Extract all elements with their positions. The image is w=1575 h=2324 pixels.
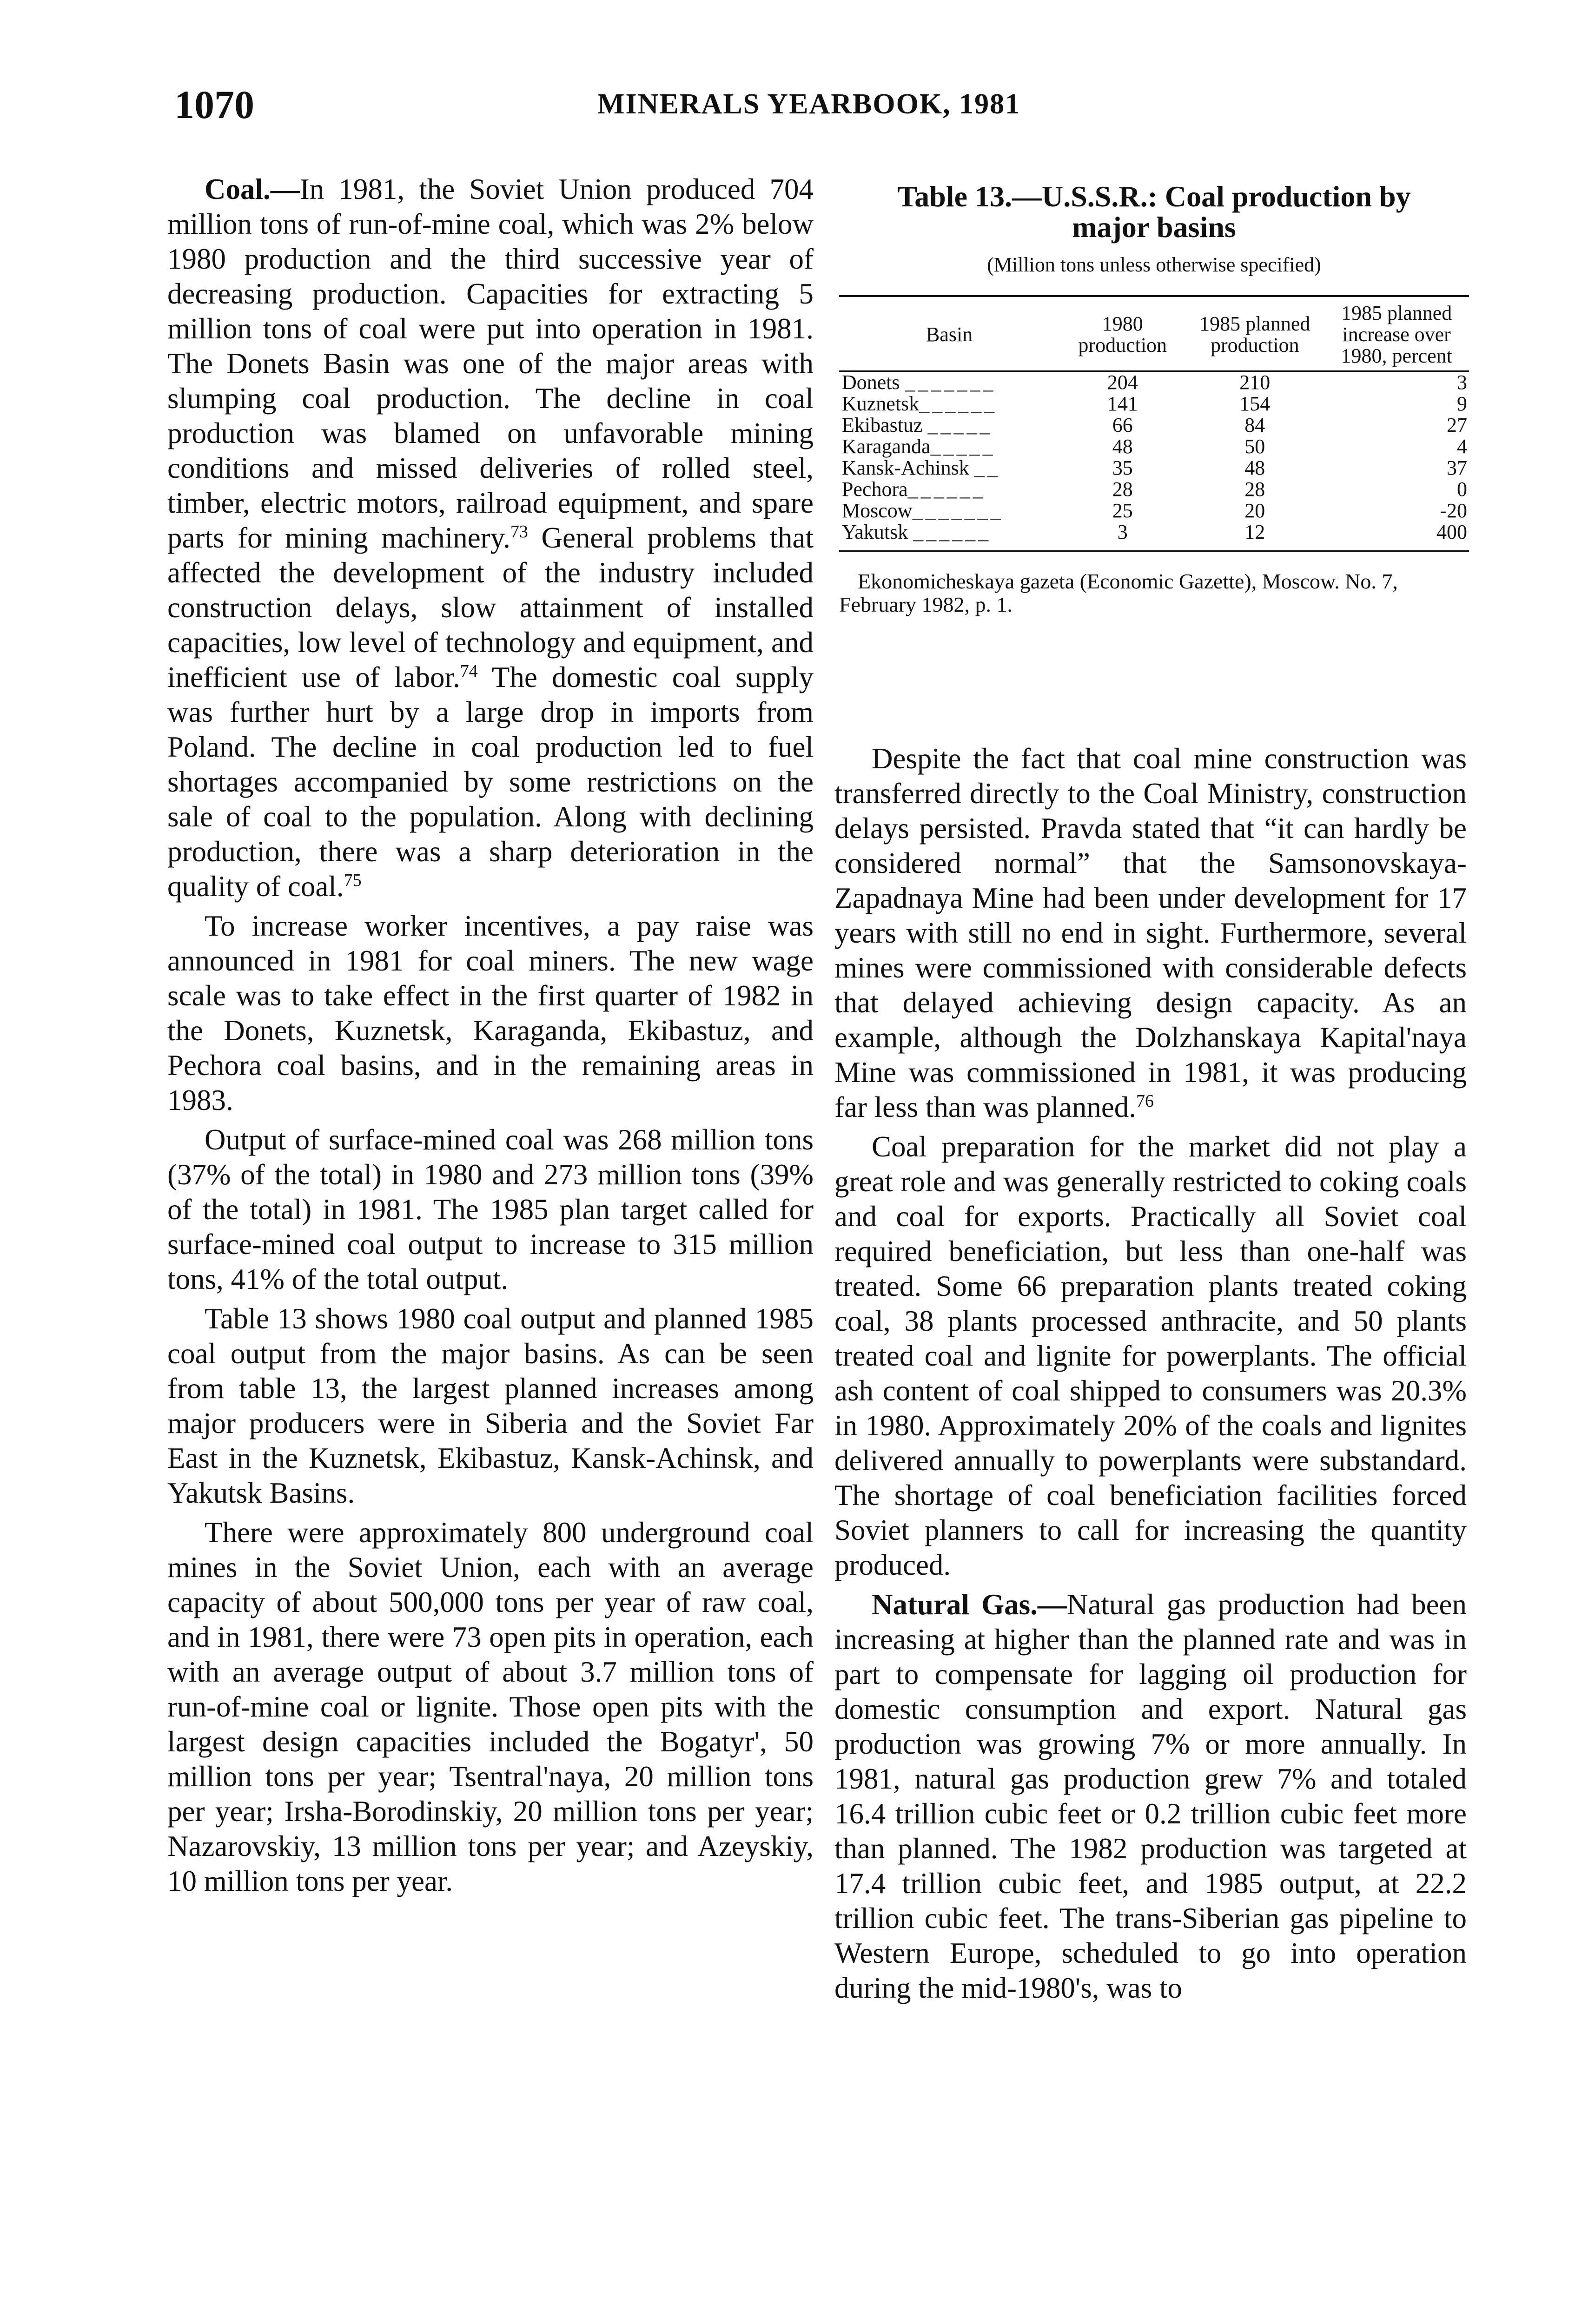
value-increase: 37 [1447, 456, 1467, 479]
footnote-ref-73: 73 [510, 522, 528, 541]
value-increase: 0 [1457, 478, 1467, 501]
paragraph-coal-mines: There were approximately 800 underground coal mines in the Soviet Union, each with an average capacity of about 500,000 tons per year of raw coal, and in 1981, there were 73 open pits in operation, each with an average output of about 3.7 million tons of run-of-mine coal or lignite. Those open pits with the largest design capacities included the Bogatyr', 50 million tons per year; Tsentral'naya, 20 million tons per year; Irsha-Borodinskiy, 20 million tons per year; Nazarovskiy, 13 million tons per year; and Azeyskiy, 10 million tons per year. [167, 1516, 814, 1897]
table-row [839, 393, 1469, 415]
page-header [174, 81, 1439, 137]
basin-name: Pechora______ [842, 478, 986, 501]
paragraph-surface-mined: Output of surface-mined coal was 268 million tons (37% of the total) in 1980 and 273 million tons (39% of the total) in 1981. The 1985 plan target called for surface-mined coal output to increase to 315 million tons, 41% of the total output. [167, 1123, 814, 1295]
left-column [167, 172, 814, 1903]
basin-name: Ekibastuz _____ [842, 414, 993, 436]
value-increase: 4 [1457, 435, 1467, 458]
value-increase: 3 [1457, 371, 1467, 394]
paragraph-coal-preparation: Coal preparation for the market did not play a great role and was generally restricted to coking coals and coal for exports. Practically all Soviet coal required beneficiation, but less than one-half was treated. Some 66 preparation plants treated coking coal, 38 plants processed anthracite, and 50 plants treated coal and lignite for powerplants. The official ash content of coal shipped to consumers was 20.3% in 1980. Approximately 20% of the coals and lignites delivered annually to powerplants were substandard. The shortage of coal beneficiation facilities forced Soviet planners to call for increasing the quantity produced. [834, 1130, 1467, 1581]
value-increase: 400 [1324, 522, 1469, 551]
footnote-ref-75: 75 [344, 871, 362, 890]
table-source-note: Ekonomicheskaya gazeta (Economic Gazette), Moscow. No. 7, February 1982, p. 1. [839, 569, 1398, 616]
paragraph-construction-delays [834, 741, 1467, 1125]
footnote-ref-74: 74 [460, 661, 478, 681]
table-row [839, 371, 1469, 394]
basin-name: Moscow_______ [842, 499, 1004, 522]
value-1985: 154 [1239, 392, 1271, 415]
value-1985: 20 [1244, 499, 1265, 522]
natural-gas-runin-heading: Natural Gas.— [872, 1588, 1067, 1621]
value-1980: 48 [1112, 435, 1133, 458]
value-1980: 25 [1112, 499, 1133, 522]
value-1985: 48 [1244, 456, 1265, 479]
paragraph-worker-incentives: To increase worker incentives, a pay raise was announced in 1981 for coal miners. The new wage scale was to take effect in the first quarter of 1982 in the Donets, Kuznetsk, Karaganda, Ekibastuz, and Pechora coal basins, and in the remaining areas in 1983. [167, 910, 814, 1116]
natural-gas-text: Natural gas production had been increasing at higher than the planned rate and was in part to compensate for lagging oil production for domestic consumption and export. Natural gas production was growing 7% or more annually. In 1981, natural gas production grew 7% and totaled 16.4 trillion cubic feet or 0.2 trillion cubic feet more than planned. The 1982 production was targeted at 17.4 trillion cubic feet, and 1985 output, at 22.2 trillion cubic feet. The trans-Siberian gas pipeline to Western Europe, scheduled to go into operation during the mid-1980's, was to [834, 1588, 1467, 2004]
table-row [839, 457, 1469, 479]
paragraph-table-reference: Table 13 shows 1980 coal output and planned 1985 coal output from the major basins. As can be seen from table 13, the largest planned increases among major producers were in Siberia and the Soviet Far East in the Kuznetsk, Ekibastuz, Kansk-Achinsk, and Yakutsk Basins. [167, 1302, 814, 1509]
table-row [839, 479, 1469, 500]
value-1980: 3 [1059, 522, 1185, 551]
table-title-line-2: major basins [1072, 211, 1236, 244]
value-1980: 66 [1112, 414, 1133, 436]
right-column [834, 741, 1467, 2010]
column-header-increase: 1985 planned increase over 1980, percent [1324, 297, 1469, 371]
table-subtitle: (Million tons unless otherwise specified) [987, 253, 1321, 276]
running-title: MINERALS YEARBOOK, 1981 [597, 88, 1021, 120]
value-increase: 27 [1447, 414, 1467, 436]
basin-name: Kuznetsk______ [842, 392, 998, 415]
table-title [839, 181, 1469, 243]
coal-runin-heading: Coal.— [205, 173, 300, 205]
coal-text-b: General problems that affected the development of the industry included construction delays, slow attainment of installed capacities, low level of technology and equipment, and inefficient use of labor. [167, 522, 814, 693]
footnote-ref-76: 76 [1136, 1091, 1154, 1111]
page-number: 1070 [174, 82, 254, 127]
table-header-row [839, 297, 1469, 371]
coal-text-a: In 1981, the Soviet Union produced 704 million tons of run-of-mine coal, which was 2% below 1980 production and the third successive year of decreasing production. Capacities for extracting 5 million tons of coal were put into operation in 1981. The Donets Basin was one of the major areas with slumping coal production. The decline in coal production was blamed on unfavorable mining conditions and missed deliveries of rolled steel, timber, electric motors, railroad equipment, and spare parts for mining machinery. [167, 173, 814, 554]
table-row [839, 415, 1469, 436]
coal-text-c: The domestic coal supply was further hurt by a large drop in imports from Poland. The decline in coal production led to fuel shortages accompanied by some restrictions on the sale of coal to the population. Along with declining production, there was a sharp deterioration in the quality of coal. [167, 661, 814, 903]
basin-name: Donets _______ [842, 371, 996, 394]
paragraph-coal [167, 172, 814, 904]
column-header-1980-production: 1980 production [1059, 297, 1185, 371]
value-1980: 204 [1107, 371, 1138, 394]
table-row [839, 436, 1469, 457]
basin-name: Karaganda_____ [842, 435, 996, 458]
table-title-line-1: Table 13.—U.S.S.R.: Coal production by [897, 180, 1411, 213]
column-header-basin: Basin [839, 297, 1059, 371]
coal-production-table [839, 297, 1469, 552]
basin-name: Kansk-Achinsk __ [842, 456, 1000, 479]
value-increase: -20 [1440, 499, 1467, 522]
table-13-block [839, 181, 1469, 616]
value-1980: 28 [1112, 478, 1133, 501]
value-1985: 12 [1185, 522, 1324, 551]
value-1985: 210 [1239, 371, 1271, 394]
value-1980: 35 [1112, 456, 1133, 479]
value-1985: 50 [1244, 435, 1265, 458]
value-increase: 9 [1457, 392, 1467, 415]
value-1980: 141 [1107, 392, 1138, 415]
basin-name: Yakutsk ______ [839, 522, 1059, 551]
value-1985: 84 [1244, 414, 1265, 436]
table-row [839, 500, 1469, 522]
column-header-1985-planned: 1985 planned production [1185, 297, 1324, 371]
value-1985: 28 [1244, 478, 1265, 501]
construction-text: Despite the fact that coal mine construction was transferred directly to the Coal Ministry, construction delays persisted. Pravda stated that “it can hardly be considered normal” that the Samsonovskaya-Zapadnaya Mine had been under development for 17 years with still no end in sight. Furthermore, several mines were commissioned with considerable defects that delayed achieving design capacity. As an example, although the Dolzhanskaya Kapital'naya Mine was commissioned in 1981, it was producing far less than was planned. [834, 742, 1467, 1123]
table-row [839, 522, 1469, 551]
paragraph-natural-gas [834, 1587, 1467, 2006]
